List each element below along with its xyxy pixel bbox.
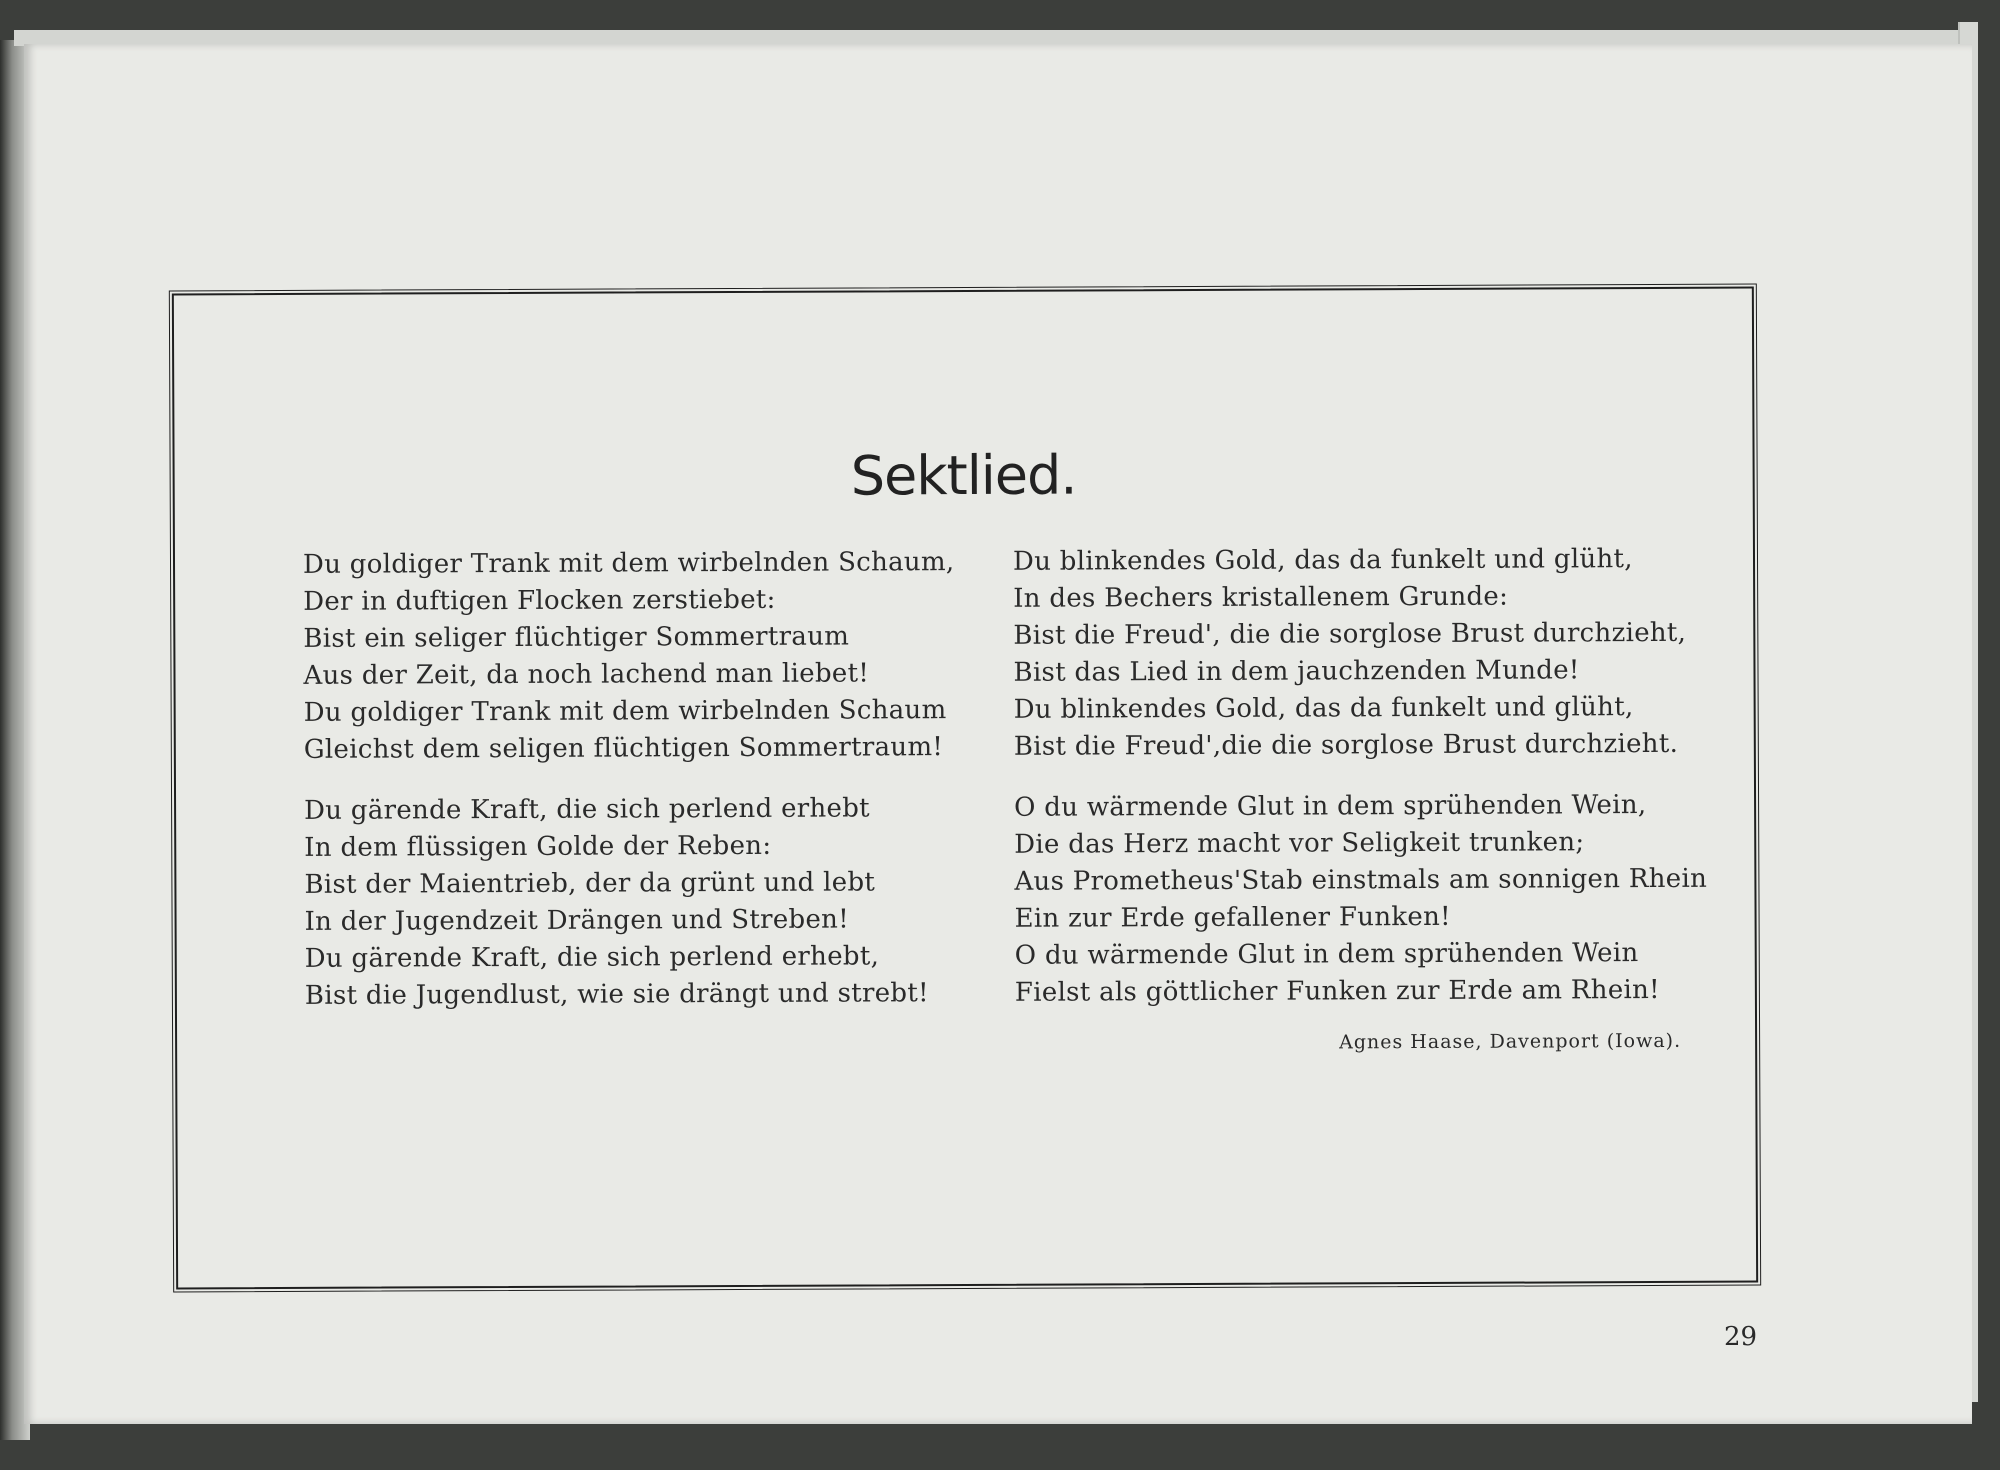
right-column (1012, 541, 1708, 1063)
verse-line: Aus der Zeit, da noch lachend man liebet! (303, 658, 870, 691)
verse-line: O du wärmende Glut in dem sprühenden Wein, (1014, 790, 1647, 823)
stanza-right-1 (1013, 541, 1694, 766)
verse-line: O du wärmende Glut in dem sprühenden Wein (1014, 938, 1639, 971)
verse-line: Bist der Maientrieb, der da grünt und lebt (304, 867, 876, 900)
verse-line: Bist die Jugendlust, wie sie drängt und strebt! (304, 978, 929, 1011)
verse-line: Du goldiger Trank mit dem wirbelnden Schaum, (302, 547, 955, 580)
verse-line: Aus Prometheus'Stab einstmals am sonnigen Rhein (1014, 863, 1708, 897)
verse-line: Du goldiger Trank mit dem wirbelnden Schaum (303, 695, 947, 728)
verse-line: In dem flüssigen Golde der Reben: (304, 830, 772, 863)
verse-line: Bist ein seliger flüchtiger Sommertraum (303, 621, 850, 654)
verse-line: Bist die Freud', die die sorglose Brust durchzieht, (1013, 617, 1687, 651)
stanza-left-1 (303, 544, 964, 769)
author-signature: Agnes Haase, Davenport (Iowa). (1339, 1029, 1682, 1054)
verse-line: Bist das Lied in dem jauchzenden Munde! (1013, 655, 1580, 688)
left-column (303, 544, 965, 1015)
book-page (24, 44, 1972, 1424)
verse-line: In der Jugendzeit Drängen und Streben! (304, 904, 850, 937)
verse-line: Fielst als göttlicher Funken zur Erde am Rhein! (1014, 974, 1660, 1008)
verse-line: Du gärende Kraft, die sich perlend erhebt, (304, 941, 880, 974)
stanza-right-2 (1014, 787, 1708, 1012)
verse-line: In des Bechers kristallenem Grunde: (1013, 581, 1509, 614)
poem-title: Sektlied. (850, 443, 1077, 508)
verse-line: Du gärende Kraft, die sich perlend erhebt (304, 793, 870, 826)
page-number: 29 (1724, 1322, 1758, 1352)
verse-line: Die das Herz macht vor Seligkeit trunken; (1014, 827, 1585, 860)
stanza-left-2 (304, 790, 965, 1015)
verse-line: Du blinkendes Gold, das da funkelt und glüht, (1013, 692, 1634, 725)
verse-line: Der in duftigen Flocken zerstiebet: (303, 584, 776, 617)
verse-line: Gleichst dem seligen flüchtigen Sommertraum! (303, 732, 944, 765)
verse-line: Du blinkendes Gold, das da funkelt und glüht, (1012, 544, 1633, 577)
poem-frame (172, 287, 1758, 1290)
verse-line: Bist die Freud',die die sorglose Brust durchzieht. (1013, 728, 1679, 762)
verse-line: Ein zur Erde gefallener Funken! (1014, 901, 1451, 934)
